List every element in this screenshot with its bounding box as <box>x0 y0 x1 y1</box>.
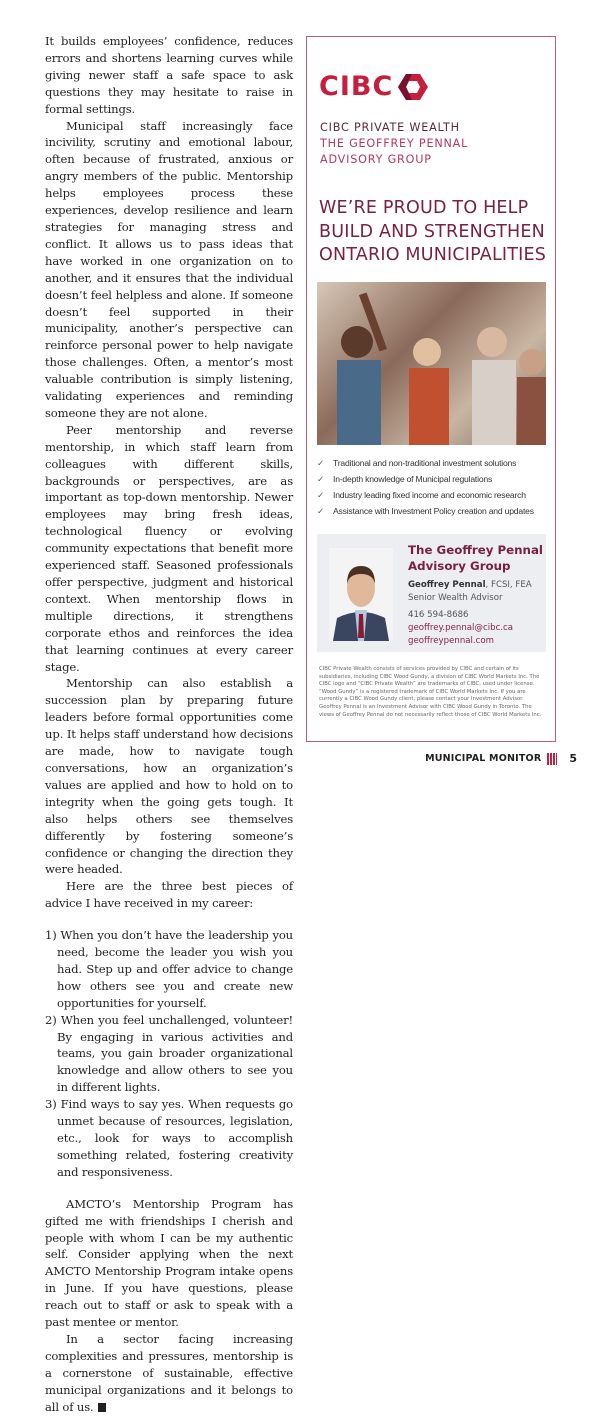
advice-item: 3) Find ways to say yes. When requests go unmet because of resources, legislation, etc., look for ways to accomplish something related, fostering creativity and responsiveness. <box>45 1097 293 1179</box>
cibc-logo <box>319 71 428 102</box>
advisor-profile-card <box>317 534 546 652</box>
check-icon: ✓ <box>317 506 325 516</box>
checklist-text: Industry leading fixed income and economic research <box>333 490 526 500</box>
advice-item: 2) When you feel unchallenged, volunteer! By engaging in various activities and teams, you gain broader organizational knowledge and allow others to see you in different lights. <box>45 1012 293 1095</box>
article-column <box>45 33 293 1416</box>
advice-item: 1) When you don’t have the leadership you need, become the leader you wish you had. Step up and offer advice to change how others see you and create new opportunities for yourself. <box>45 928 293 1010</box>
advisor-headshot <box>329 548 393 641</box>
headline-line: BUILD AND STRENGTHEN <box>319 221 545 242</box>
sub-line: THE GEOFFREY PENNAL <box>320 137 469 150</box>
paragraph-text: In a sector facing increasing complexities and pressures, mentorship is a cornerstone of sustainable, effective municipal organizations and it belongs to all of us. <box>45 1331 293 1414</box>
advisor-name-line <box>408 579 546 592</box>
advisory-group-title: The Geoffrey Pennal Advisory Group <box>408 543 543 573</box>
logo-text: CIBC <box>319 71 394 102</box>
advisor-credentials: , FCSI, FEA <box>485 580 532 590</box>
page-number: 5 <box>569 752 577 765</box>
check-icon: ✓ <box>317 474 325 484</box>
paragraph: It builds employees’ confidence, reduces errors and shortens learning curves while giving newer staff a safe space to ask questions they may hesitate to raise in formal settings. <box>45 34 293 116</box>
advisor-role: Senior Wealth Advisor <box>408 593 503 603</box>
advisor-name: Geoffrey Pennal <box>408 580 486 590</box>
headline-line: ONTARIO MUNICIPALITIES <box>319 245 547 265</box>
paragraph <box>45 1331 293 1416</box>
paragraph: Peer mentorship and reverse mentorship, in which staff learn from colleagues with different skills, backgrounds or perspectives, are as important as top-down mentorship. Newer employees may bring fresh ideas, technological fluency or evolving community expectations that benefit more experienced staff. Seasoned professionals offer perspective, judgment and historical context. When mentorship flows in multiple directions, it strengthens corporate ethos and reinforces the idea that learning continues at every career stage. <box>45 422 293 674</box>
publication-logo-icon <box>547 753 557 765</box>
advisor-email-link[interactable]: geoffrey.pennal@cibc.ca <box>408 623 514 633</box>
check-icon: ✓ <box>317 490 325 500</box>
cibc-advertisement <box>306 36 556 742</box>
advice-list <box>45 927 293 1181</box>
meeting-photo <box>317 282 546 445</box>
advisor-phone: 416 594-8686 <box>408 610 469 620</box>
audience-illustration <box>317 282 546 445</box>
page-footer <box>425 752 577 765</box>
advisor-group-name <box>320 120 468 168</box>
paragraph: Mentorship can also establish a succession plan by preparing future leaders before formal opportunities come up. It helps staff understand how decisions are made, how to navigate tough conversations, how an organization’s values are applied and how to hold on to integrity when the going gets tough. It also helps others see themselves differently by fostering someone’s confidence or changing the direction they were headed. <box>45 676 293 877</box>
paragraph: AMCTO’s Mentorship Program has gifted me with friendships I cherish and people with whom I can be my authentic self. Consider applying when the next AMCTO Mentorship Program intake opens in June. If you have questions, please reach out to staff or ask to speak with a past mentee or mentor. <box>45 1196 293 1330</box>
paragraph: Here are the three best pieces of advice I have received in my career: <box>45 879 293 911</box>
check-icon: ✓ <box>317 458 325 468</box>
ad-headline <box>319 197 546 268</box>
checklist-item <box>317 471 534 487</box>
checklist-text: Assistance with Investment Policy creation and updates <box>333 506 534 516</box>
headline-line: WE’RE PROUD TO HELP <box>319 198 529 218</box>
sub-line: CIBC PRIVATE WEALTH <box>320 121 460 134</box>
end-mark-icon <box>98 1403 106 1412</box>
service-checklist <box>317 455 534 519</box>
sub-line: ADVISORY GROUP <box>320 153 432 166</box>
advisor-website-link[interactable]: geoffreypennal.com <box>408 636 495 646</box>
cibc-diamond-icon <box>398 74 428 100</box>
checklist-text: Traditional and non-traditional investment solutions <box>333 458 517 468</box>
checklist-item <box>317 455 534 471</box>
checklist-item <box>317 503 534 519</box>
publication-name: MUNICIPAL MONITOR <box>425 753 542 764</box>
paragraph: Municipal staff increasingly face incivility, scrutiny and emotional labour, often because of frustrated, anxious or angry members of the public. Mentorship helps employees process these experiences, develop resilience and learn strategies for managing stress and conflict. It allows us to pass ideas that have worked in one organization on to another, and it ensures that the individual doesn’t feel helpless and alone. If someone doesn’t feel supported in their municipality, another’s perspective can reinforce personal power to help navigate those challenges. Often, a mentor’s most valuable contribution is simply listening, validating experiences and reminding someone they are not alone. <box>45 118 293 420</box>
checklist-item <box>317 487 534 503</box>
legal-disclaimer: CIBC Private Wealth consists of services provided by CIBC and certain of its subsidiaries, including CIBC Wood Gundy, a division of CIBC World Markets Inc. The CIBC logo and “CIBC Private Wealth” are trademarks of CIBC, used under license. “Wood Gundy” is a registered trademark of CIBC World Markets Inc. If you are currently a CIBC Wood Gundy client, please contact your Investment Advisor. Geoffrey Pennal is an Investment Advisor with CIBC Wood Gundy in Toronto. The views of Geoffrey Pennal do not necessarily reflect those of CIBC World Markets Inc. <box>319 666 542 718</box>
checklist-text: In-depth knowledge of Municipal regulations <box>333 474 493 484</box>
advisor-info <box>408 542 546 648</box>
